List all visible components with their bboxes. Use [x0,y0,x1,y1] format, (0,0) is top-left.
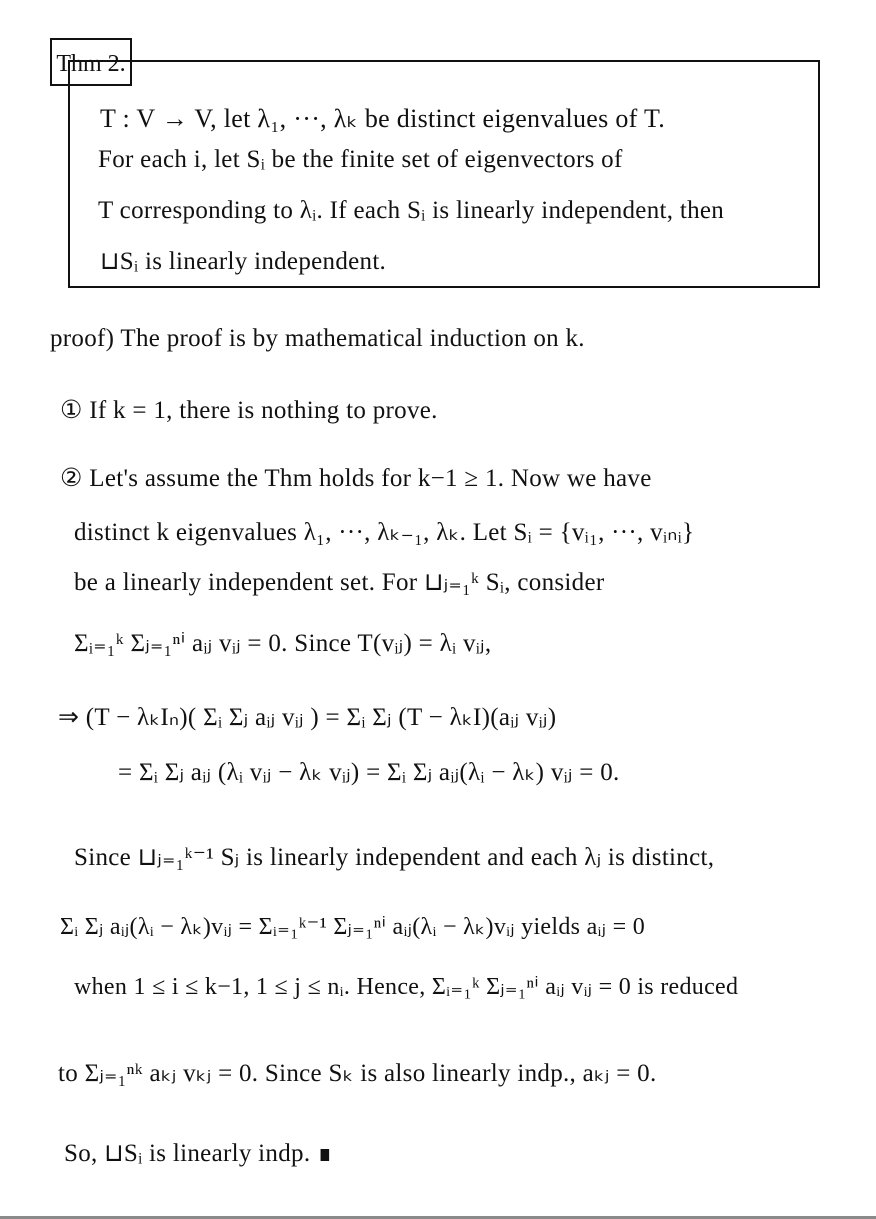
theorem-line: For each i, let Sᵢ be the finite set of eigenvectors of [98,146,623,173]
proof-conclusion: So, ⊔Sᵢ is linearly indp. ∎ [64,1140,334,1167]
proof-equation: ⇒ (T − λₖIₙ)( Σᵢ Σⱼ aᵢⱼ vᵢⱼ ) = Σᵢ Σⱼ (T − λₖI)(aᵢⱼ vᵢⱼ) [58,704,557,731]
proof-line: to Σⱼ₌₁ⁿᵏ aₖⱼ vₖⱼ = 0. Since Sₖ is also linearly indp., aₖⱼ = 0. [58,1060,657,1087]
proof-line: distinct k eigenvalues λ₁, ···, λₖ₋₁, λₖ. Let Sᵢ = {vᵢ₁, ···, vᵢₙᵢ} [74,519,695,546]
proof-line: ② Let's assume the Thm holds for k−1 ≥ 1. Now we have [60,465,652,492]
proof-base-case: ① If k = 1, there is nothing to prove. [60,397,438,424]
theorem-label: Thm 2. [50,38,132,86]
proof-intro: proof) The proof is by mathematical induction on k. [50,325,585,352]
proof-equation: = Σᵢ Σⱼ aᵢⱼ (λᵢ vᵢⱼ − λₖ vᵢⱼ) = Σᵢ Σⱼ aᵢⱼ(λᵢ − λₖ) vᵢⱼ = 0. [118,759,620,786]
theorem-line: T corresponding to λᵢ. If each Sᵢ is linearly independent, then [98,197,725,224]
proof-equation: Σᵢ Σⱼ aᵢⱼ(λᵢ − λₖ)vᵢⱼ = Σᵢ₌₁ᵏ⁻¹ Σⱼ₌₁ⁿⁱ aᵢⱼ(λᵢ − λₖ)vᵢⱼ yields aᵢⱼ = 0 [60,914,646,940]
proof-line: be a linearly independent set. For ⊔ⱼ₌₁ᵏ Sᵢ, consider [74,569,605,596]
proof-line: Since ⊔ⱼ₌₁ᵏ⁻¹ Sⱼ is linearly independent and each λⱼ is distinct, [74,844,715,871]
theorem-line: T : V → V, let λ₁, ···, λₖ be distinct eigenvalues of T. [100,104,665,133]
proof-line: when 1 ≤ i ≤ k−1, 1 ≤ j ≤ nᵢ. Hence, Σᵢ₌₁ᵏ Σⱼ₌₁ⁿⁱ aᵢⱼ vᵢⱼ = 0 is reduced [74,974,739,1000]
theorem-line: ⊔Sᵢ is linearly independent. [100,248,387,275]
proof-equation: Σᵢ₌₁ᵏ Σⱼ₌₁ⁿⁱ aᵢⱼ vᵢⱼ = 0. Since T(vᵢⱼ) = λᵢ vᵢⱼ, [74,630,492,657]
